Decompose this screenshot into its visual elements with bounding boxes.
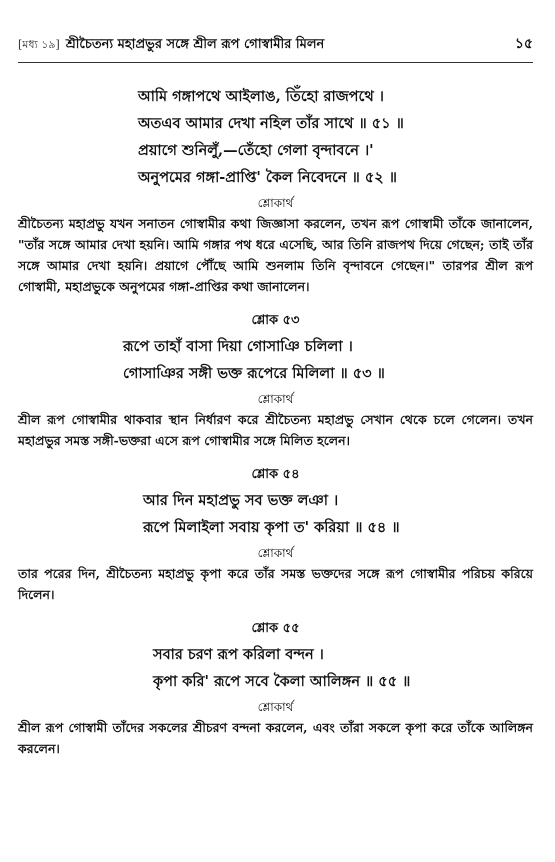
verse-line: সবার চরণ রূপ করিলা বন্দন । [153,646,324,663]
translation-text: শ্রীল রূপ গোস্বামী তাঁদের সকলের শ্রীচরণ বন্দনা করলেন, এবং তাঁরা সকলে কৃপা করে তাঁকে আলিঙ্গন করলেন। [18,720,533,756]
verse-label-55: শ্লোক ৫৫ [251,621,300,636]
verse-line: অতএব আমার দেখা নহিল তাঁর সাথে ॥ ৫১ ॥ [138,115,404,132]
verse-55 [18,641,533,695]
verse-line: প্রয়াগে শুনিলুঁ,—তেঁহো গেলা বৃন্দাবনে ।' [138,142,374,159]
translation-55 [18,717,533,759]
page-number: ১৫ [514,36,533,52]
page-header [18,0,533,63]
translation-text: তার পরের দিন, শ্রীচৈতন্য মহাপ্রভু কৃপা করে তাঁর সমস্ত ভক্তদের সঙ্গে রূপ গোস্বামীর পরিচয় করিয়ে দিলেন। [18,566,533,602]
translation-51-52 [18,213,533,297]
chapter-reference: [মধ্য ১৯] [18,38,60,51]
verse-51-52 [18,83,533,191]
translation-53 [18,409,533,451]
verse-line: রূপে মিলাইলা সবায় কৃপা ত' করিয়া ॥ ৫৪ ॥ [143,519,400,536]
verse-line: গোসাঞির সঙ্গী ভক্ত রূপেরে মিলিলা ॥ ৫৩ ॥ [123,365,385,382]
translation-text: শ্রীল রূপ গোস্বামীর থাকবার স্থান নির্ধারণ করে শ্রীচৈতন্য মহাপ্রভু সেখান থেকে চলে গেলেন। তখন মহাপ্রভুর সমস্ত সঙ্গী-ভক্তরা এসে রূপ গোস্বামীর সঙ্গে মিলিত হলেন। [18,412,533,448]
verse-53 [18,333,533,387]
verse-line: অনুপমের গঙ্গা-প্রাপ্তি' কৈল নিবেদনে ॥ ৫২ ॥ [138,169,397,186]
translation-54 [18,563,533,605]
verse-54 [18,487,533,541]
translation-label: শ্লোকার্থ [257,392,294,406]
verse-label-53: শ্লোক ৫৩ [251,313,300,328]
verse-line: রূপে তাহাঁ বাসা দিয়া গোসাঞি চলিলা । [123,338,353,355]
verse-line: আমি গঙ্গাপথে আইলাঙ, তিঁহো রাজপথে । [138,88,384,105]
translation-label: শ্লোকার্থ [257,546,294,560]
verse-line: কৃপা করি' রূপে সবে কৈলা আলিঙ্গন ॥ ৫৫ ॥ [153,673,411,690]
translation-label: শ্লোকার্থ [257,196,294,210]
verse-label-54: শ্লোক ৫৪ [251,467,300,482]
translation-label: শ্লোকার্থ [257,700,294,714]
verse-line: আর দিন মহাপ্রভু সব ভক্ত লঞা । [143,492,339,509]
running-title: শ্রীচৈতন্য মহাপ্রভুর সঙ্গে শ্রীল রূপ গোস্বামীর মিলন [65,37,325,52]
translation-text: শ্রীচৈতন্য মহাপ্রভু যখন সনাতন গোস্বামীর কথা জিজ্ঞাসা করলেন, তখন রূপ গোস্বামী তাঁকে জানালেন, "তাঁর সঙ্গে আমার দেখা হয়নি। আমি গঙ্গার পথ ধরে এসেছি, আর তিনি রাজপথ দিয়ে গেছেন; তাই তাঁর সঙ্গে আমার দেখা হয়নি। প্রয়াগে পৌঁছে আমি শুনলাম তিনি বৃন্দাবনে গেছেন।" তারপর শ্রীল রূপ গোস্বামী, মহাপ্রভুকে অনুপমের গঙ্গা-প্রাপ্তির কথা জানালেন। [18,216,533,294]
